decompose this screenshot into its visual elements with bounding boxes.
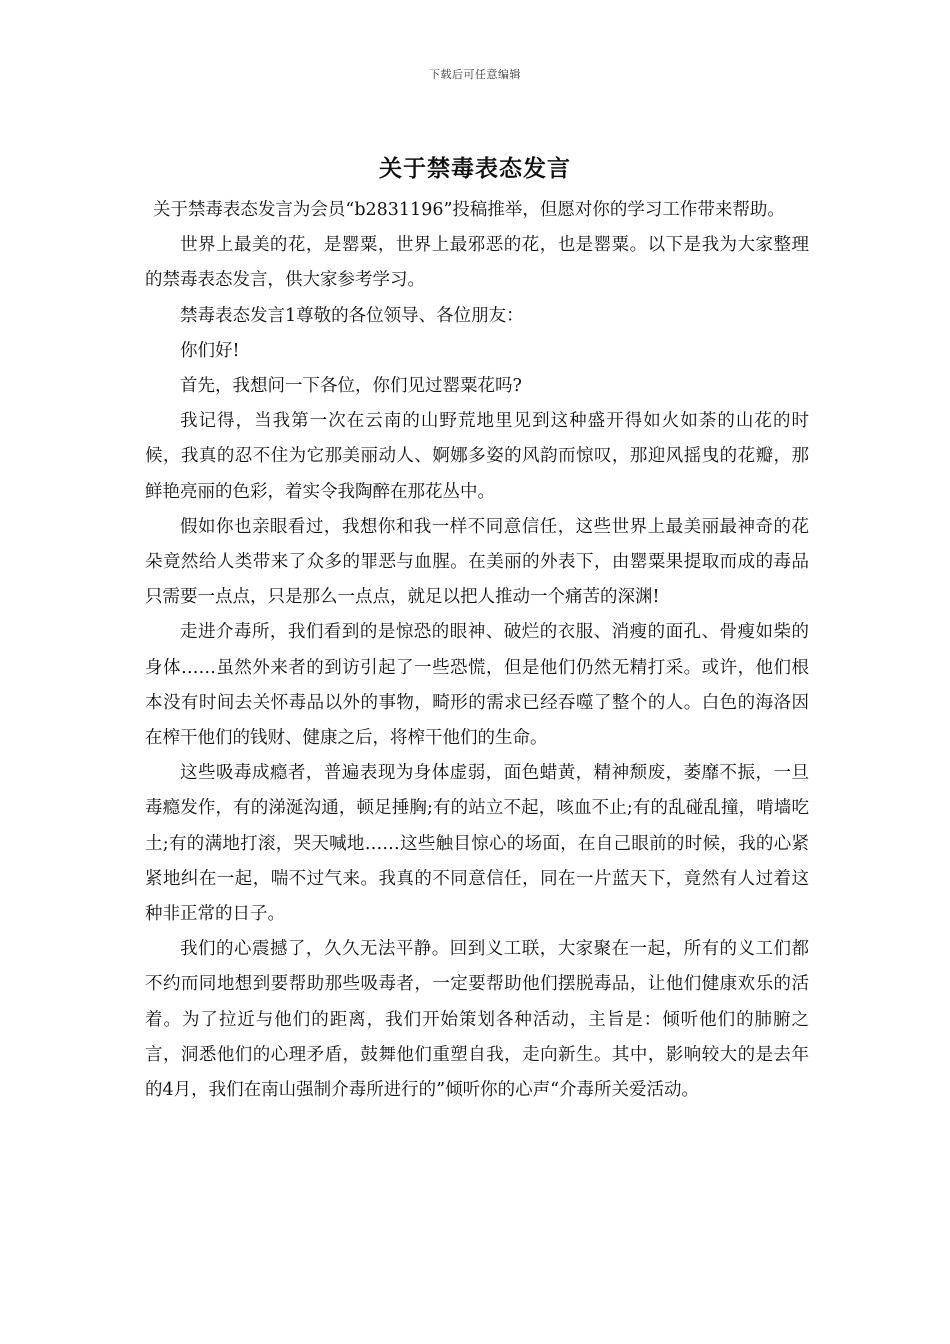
paragraph: 我们的心震撼了，久久无法平静。回到义工联，大家聚在一起，所有的义工们都不约而同地想到要帮助那些吸毒者，一定要帮助他们摆脱毒品，让他们健康欢乐的活着。为了拉近与他们的距离，我们开始策划各种活动，主旨是：倾听他们的肺腑之言，洞悉他们的心理矛盾，鼓舞他们重塑自我，走向新生。其中，影响较大的是去年的4月，我们在南山强制介毒所进行的”倾听你的心声“介毒所关爱活动。 [145,939,809,1101]
header-note: 下载后可任意编辑 [429,68,521,81]
paragraph: 这些吸毒成瘾者，普遍表现为身体虚弱，面色蜡黄，精神颓废，萎靡不振，一旦毒瘾发作，有的涕涎沟通，顿足捶胸;有的站立不起，咳血不止;有的乱碰乱撞，啃墙吃土;有的满地打滚，哭天喊地……这些触目惊心的场面，在自己眼前的时候，我的心紧紧地纠在一起，喘不过气来。我真的不同意信任，同在一片蓝天下，竟然有人过着这种非正常的日子。 [145,763,809,925]
paragraph: 我记得，当我第一次在云南的山野荒地里见到这种盛开得如火如荼的山花的时候，我真的忍不住为它那美丽动人、婀娜多姿的风韵而惊叹，那迎风摇曳的花瓣，那鲜艳亮丽的色彩，着实令我陶醉在那花丛中。 [145,411,809,502]
paragraph: 假如你也亲眼看过，我想你和我一样不同意信任，这些世界上最美丽最神奇的花朵竟然给人类带来了众多的罪恶与血腥。在美丽的外表下，由罂粟果提取而成的毒品只需要一点点，只是那么一点点，就足以把人推动一个痛苦的深渊! [145,516,809,608]
paragraph: 走进介毒所，我们看到的是惊恐的眼神、破烂的衣服、消瘦的面孔、骨瘦如柴的身体……虽然外来者的到访引起了一些恐慌，但是他们仍然无精打采。或许，他们根本没有时间去关怀毒品以外的事物，畸形的需求已经吞噬了整个的人。白色的海洛因在榨干他们的钱财、健康之后，将榨干他们的生命。 [145,622,809,749]
document-title: 关于禁毒表态发言 [379,156,571,182]
paragraph: 你们好! [180,340,240,361]
paragraph: 首先，我想问一下各位，你们见过罂粟花吗? [180,376,522,397]
paragraph-intro: 关于禁毒表态发言为会员“b2831196”投稿推举，但愿对你的学习工作带来帮助。 [152,200,785,220]
paragraph: 禁毒表态发言1尊敬的各位领导、各位朋友： [180,305,524,326]
paragraph: 世界上最美的花，是罂粟，世界上最邪恶的花，也是罂粟。以下是我为大家整理的禁毒表态发言，供大家参考学习。 [145,235,809,291]
document-body [145,193,809,1108]
